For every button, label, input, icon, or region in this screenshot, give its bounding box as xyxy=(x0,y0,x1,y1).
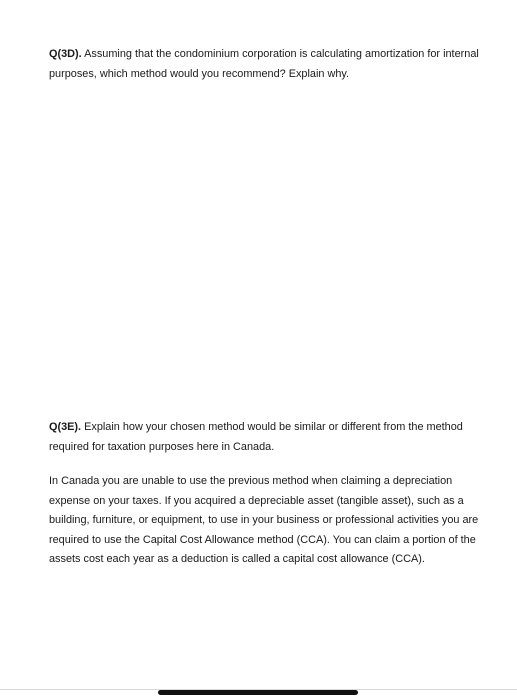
question-3d xyxy=(49,45,479,84)
answer-paragraph: In Canada you are unable to use the previous method when claiming a depreciation expense on your taxes. If you acquired a depreciable asset (tangible asset), such as a building, furniture, or equipment, to use in your business or professional activities you are required to use the Capital Cost Allowance method (CCA). You can claim a portion of the assets cost each year as a deduction is called a capital cost allowance (CCA). xyxy=(49,475,479,565)
question-3d-label: Q(3D). xyxy=(49,48,82,60)
question-3d-text: Assuming that the condominium corporation is calculating amortization for internal purposes, which method would you recommend? Explain why. xyxy=(49,48,479,80)
question-3e xyxy=(49,418,479,457)
question-3e-text: Explain how your chosen method would be similar or different from the method required for taxation purposes here in Canada. xyxy=(49,421,463,453)
home-indicator-bar[interactable] xyxy=(158,690,358,695)
question-3e-label: Q(3E). xyxy=(49,421,82,433)
